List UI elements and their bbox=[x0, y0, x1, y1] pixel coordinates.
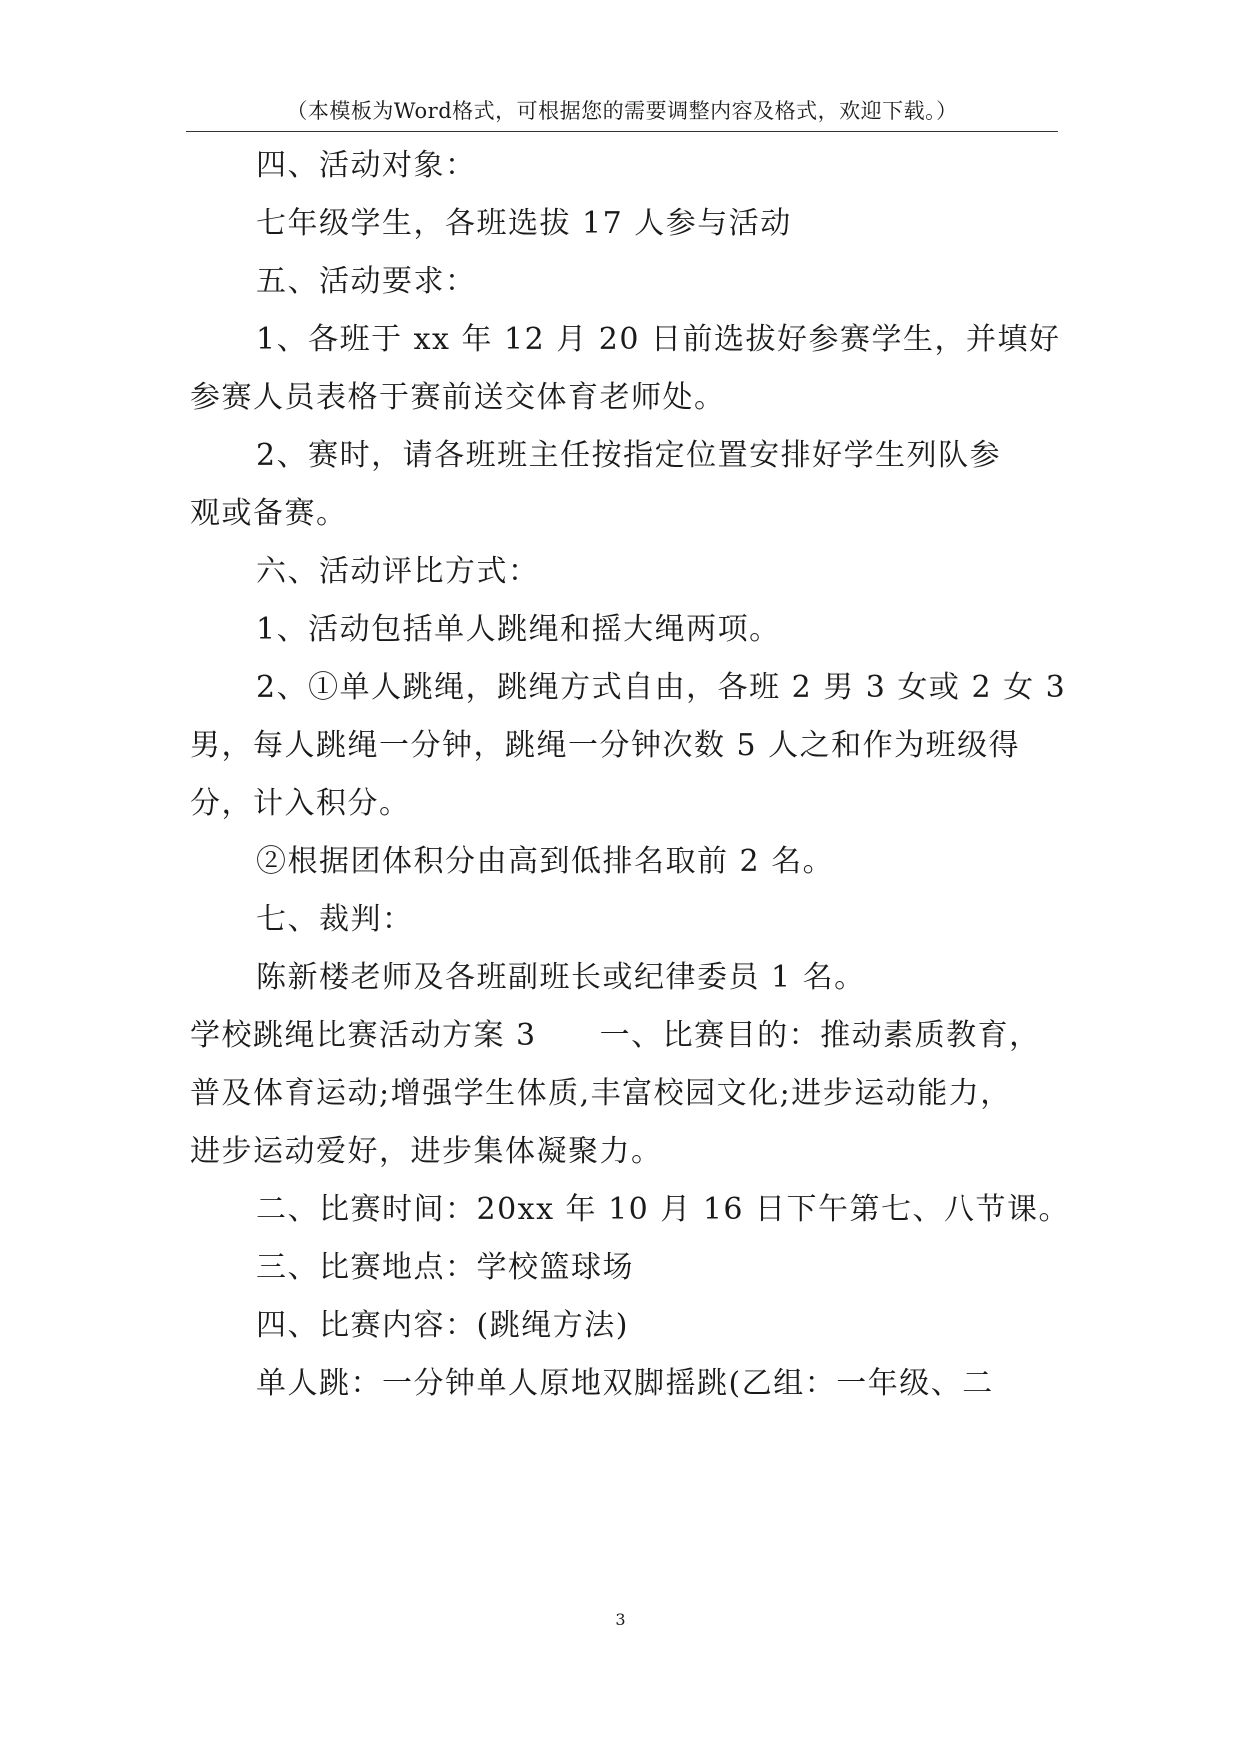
paragraph-line: 1、活动包括单人跳绳和摇大绳两项。 bbox=[256, 612, 781, 647]
header-divider bbox=[186, 131, 1058, 132]
paragraph-line: 1、各班于 xx 年 12 月 20 日前选拔好参赛学生，并填好 bbox=[256, 322, 1061, 357]
paragraph-line: 分，计入积分。 bbox=[190, 786, 411, 821]
paragraph-line: 普及体育运动;增强学生体质,丰富校园文化;进步运动能力， bbox=[190, 1076, 1012, 1111]
paragraph-line: ②根据团体积分由高到低排名取前 2 名。 bbox=[256, 844, 835, 879]
paragraph-line: 单人跳：一分钟单人原地双脚摇跳(乙组：一年级、二 bbox=[256, 1366, 994, 1401]
section-heading-evaluation-method: 六、活动评比方式： bbox=[256, 554, 540, 589]
section-heading-activity-target: 四、活动对象： bbox=[256, 148, 477, 183]
section-heading-competition-content: 四、比赛内容：(跳绳方法) bbox=[256, 1308, 629, 1343]
paragraph-line: 2、①单人跳绳，跳绳方式自由，各班 2 男 3 女或 2 女 3 bbox=[256, 670, 1067, 705]
header-note: （本模板为Word格式，可根据您的需要调整内容及格式，欢迎下载。） bbox=[286, 99, 958, 123]
paragraph-line: 七年级学生，各班选拔 17 人参与活动 bbox=[256, 206, 792, 241]
section-heading-competition-time: 二、比赛时间：20xx 年 10 月 16 日下午第七、八节课。 bbox=[256, 1192, 1071, 1227]
paragraph-line: 观或备赛。 bbox=[190, 496, 348, 531]
paragraph-line: 进步运动爱好，进步集体凝聚力。 bbox=[190, 1134, 663, 1169]
paragraph-line: 陈新楼老师及各班副班长或纪律委员 1 名。 bbox=[256, 960, 866, 995]
paragraph-line: 参赛人员表格于赛前送交体育老师处。 bbox=[190, 380, 726, 415]
paragraph-line: 2、赛时，请各班班主任按指定位置安排好学生列队参 bbox=[256, 438, 1002, 473]
document-title-line: 学校跳绳比赛活动方案 3 一、比赛目的：推动素质教育， bbox=[190, 1018, 1041, 1053]
section-heading-referee: 七、裁判： bbox=[256, 902, 414, 937]
paragraph-line: 男，每人跳绳一分钟，跳绳一分钟次数 5 人之和作为班级得 bbox=[190, 728, 1021, 763]
section-heading-competition-venue: 三、比赛地点：学校篮球场 bbox=[256, 1250, 634, 1285]
page-number: 3 bbox=[615, 1610, 626, 1629]
section-heading-activity-requirements: 五、活动要求： bbox=[256, 264, 477, 299]
